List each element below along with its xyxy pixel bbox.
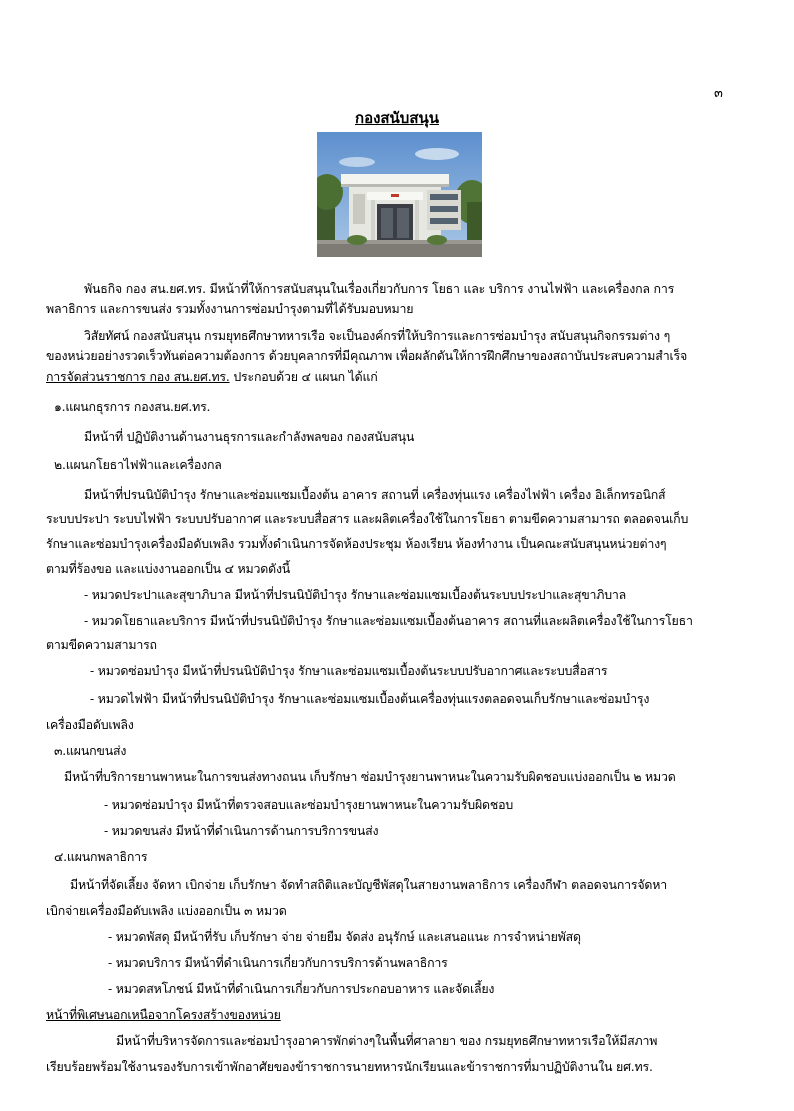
- dept2-heading: ๒.แผนกโยธาไฟฟ้าและเครื่องกล: [54, 457, 222, 472]
- dept1-heading: ๑.แผนกธุรการ กองสน.ยศ.ทร.: [54, 399, 211, 414]
- vision-line-3: [46, 368, 378, 386]
- dept4-desc-line-2: เบิกจ่ายเครื่องมือดับเพลิง แบ่งออกเป็น ๓ หมวด: [46, 903, 287, 918]
- org-structure-heading: การจัดส่วนราชการ กอง สน.ยศ.ทร.: [46, 369, 230, 384]
- vision-line-1: วิสัยทัศน์ กองสนับสนุน กรมยุทธศึกษาทหารเรือ จะเป็นองค์กรที่ให้บริการและการซ่อมบำรุง สนับสนุนกิจกรรมต่าง ๆ: [84, 328, 671, 343]
- page-number: ๓: [714, 86, 723, 101]
- dept3-sub-2: - หมวดขนส่ง มีหน้าที่ดำเนินการด้านการบริการขนส่ง: [104, 823, 379, 838]
- dept4-sub-2: - หมวดบริการ มีหน้าที่ดำเนินการเกี่ยวกับการบริการด้านพลาธิการ: [108, 955, 448, 970]
- special-duties-line-2: เรียบร้อยพร้อมใช้งานรองรับการเข้าพักอาศัยของข้าราชการนายทหารนักเรียนและข้าราชการที่มาปฏิบัติงานใน ยศ.ทร.: [46, 1059, 653, 1074]
- dept2-sub-2-line-2: ตามขีดความสามารถ: [46, 637, 157, 652]
- org-structure-text: ประกอบด้วย ๔ แผนก ได้แก่: [229, 369, 378, 384]
- vision-line-2: ของหน่วยอย่างรวดเร็วทันต่อความต้องการ ด้วยบุคลากรที่มีคุณภาพ เพื่อผลักดันให้การฝึกศึกษาของสถาบันประสบความสำเร็จ: [46, 348, 688, 363]
- dept4-sub-1: - หมวดพัสดุ มีหน้าที่รับ เก็บรักษา จ่าย จ่ายยืม จัดส่ง อนุรักษ์ และเสนอแนะ การจำหน่ายพัสดุ: [108, 929, 581, 944]
- dept2-desc-line-1: มีหน้าที่ปรนนิบัติบำรุง รักษาและซ่อมแซมเบื้องต้น อาคาร สถานที่ เครื่องทุ่นแรง เครื่องไฟฟ้า เครื่อง อิเล็กทรอนิกส์: [84, 487, 666, 502]
- dept4-heading: ๔.แผนกพลาธิการ: [54, 849, 148, 864]
- dept2-sub-2-line-1: - หมวดโยธาและบริการ มีหน้าที่ปรนนิบัติบำรุง รักษาและซ่อมแซมเบื้องต้นอาคาร สถานที่และผลิตเครื่องใช้ในการโยธา: [84, 613, 693, 628]
- dept2-desc-line-3: รักษาและซ่อมบำรุงเครื่องมือดับเพลิง รวมทั้งดำเนินการจัดห้องประชุม ห้องเรียน ห้องทำงาน เป็นคณะสนับสนุนหน่วยต่างๆ: [46, 536, 667, 551]
- dept4-desc-line-1: มีหน้าที่จัดเลี้ยง จัดหา เบิกจ่าย เก็บรักษา จัดทำสถิติและบัญชีพัสดุในสายงานพลาธิการ เครื่องกีฬา ตลอดจนการจัดหา: [70, 877, 667, 892]
- dept3-desc: มีหน้าที่บริการยานพาหนะในการขนส่งทางถนน เก็บรักษา ซ่อมบำรุงยานพาหนะในความรับผิดชอบแบ่งออกเป็น ๒ หมวด: [64, 769, 676, 784]
- dept4-sub-3: - หมวดสหโภชน์ มีหน้าที่ดำเนินการเกี่ยวกับการประกอบอาหาร และจัดเลี้ยง: [108, 981, 495, 996]
- page-title: กองสนับสนุน: [354, 109, 439, 127]
- mission-line-1: พันธกิจ กอง สน.ยศ.ทร. มีหน้าที่ให้การสนับสนุนในเรื่องเกี่ยวกับการ โยธา และ บริการ งานไฟฟ้า และเครื่องกล การ: [84, 281, 675, 296]
- dept2-desc-line-4: ตามที่ร้องขอ และแบ่งงานออกเป็น ๔ หมวดดังนี้: [46, 561, 291, 576]
- dept3-heading: ๓.แผนกขนส่ง: [54, 743, 127, 758]
- dept3-sub-1: - หมวดซ่อมบำรุง มีหน้าที่ตรวจสอบและซ่อมบำรุงยานพาหนะในความรับผิดชอบ: [104, 797, 513, 812]
- dept2-desc-line-2: ระบบประปา ระบบไฟฟ้า ระบบปรับอากาศ และระบบสื่อสาร และผลิตเครื่องใช้ในการโยธา ตามขีดความสามารถ ตลอดจนเก็บ: [46, 511, 689, 526]
- dept2-sub-4-line-2: เครื่องมือดับเพลิง: [46, 717, 134, 732]
- dept2-sub-1: - หมวดประปาและสุขาภิบาล มีหน้าที่ปรนนิบัติบำรุง รักษาและซ่อมแซมเบื้องต้นระบบประปาและสุขาภิบาล: [84, 587, 627, 602]
- dept2-sub-4-line-1: - หมวดไฟฟ้า มีหน้าที่ปรนนิบัติบำรุง รักษาและซ่อมแซมเบื้องต้นเครื่องทุ่นแรงตลอดจนเก็บรักษาและซ่อมบำรุง: [90, 691, 650, 706]
- special-duties-line-1: มีหน้าที่บริหารจัดการและซ่อมบำรุงอาคารพักต่างๆในพื้นที่ศาลายา ของ กรมยุทธศึกษาทหารเรือให้มีสภาพ: [116, 1033, 658, 1048]
- special-duties-heading: หน้าที่พิเศษนอกเหนือจากโครงสร้างของหน่วย: [46, 1007, 281, 1022]
- dept1-desc: มีหน้าที่ ปฏิบัติงานด้านงานธุรการและกำลังพลของ กองสนับสนุน: [84, 429, 415, 444]
- dept2-sub-3: - หมวดซ่อมบำรุง มีหน้าที่ปรนนิบัติบำรุง รักษาและซ่อมแซมเบื้องต้นระบบปรับอากาศและระบบสื่อสาร: [90, 663, 608, 678]
- mission-line-2: พลาธิการ และการขนส่ง รวมทั้งงานการซ่อมบำรุงตามที่ได้รับมอบหมาย: [46, 301, 414, 316]
- building-photo: [317, 132, 482, 257]
